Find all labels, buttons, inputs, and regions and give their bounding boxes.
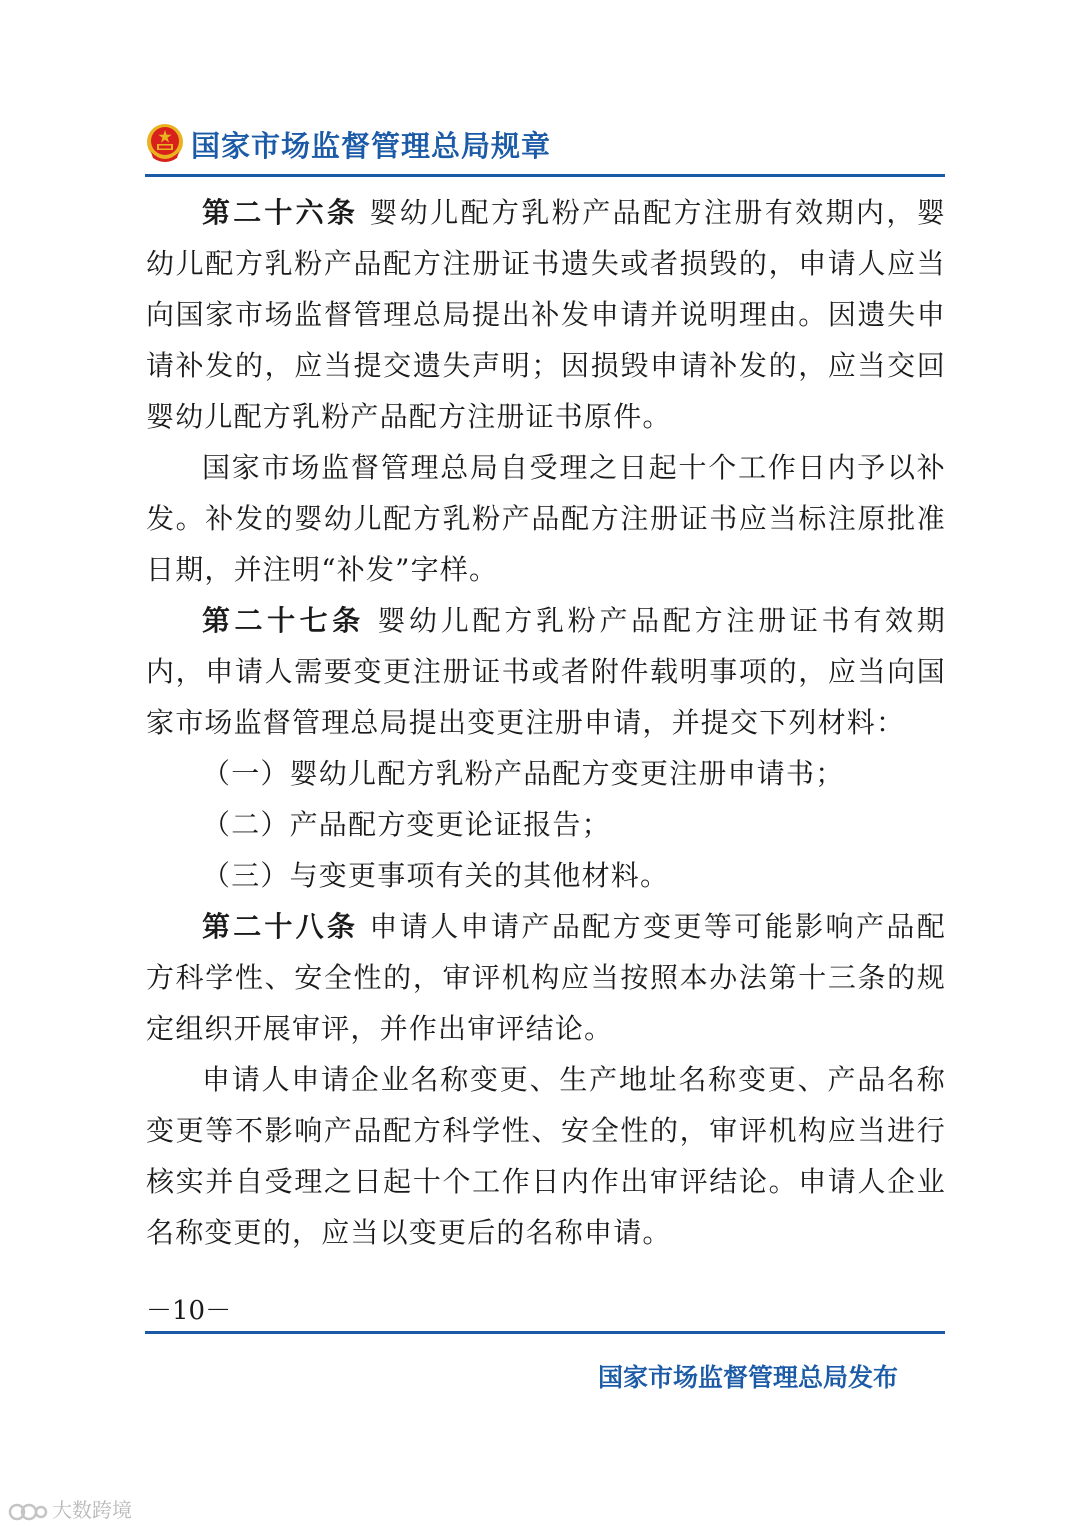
- footer-divider: [145, 1331, 945, 1334]
- footer-publisher: 国家市场监督管理总局发布: [598, 1363, 899, 1392]
- paragraph-article-28: [146, 901, 946, 1054]
- paragraph-text: 申请人申请企业名称变更、生产地址名称变更、产品名称变更等不影响产品配方科学性、安全性的，审评机构应当进行核实并自受理之日起十个工作日内作出审评结论。申请人企业名称变更的，应当以变更后的名称申请。: [146, 1063, 946, 1249]
- list-item-text: （一）婴幼儿配方乳粉产品配方变更注册申请书；: [202, 757, 845, 790]
- paragraph: [146, 1054, 946, 1258]
- paragraph-text: 国家市场监督管理总局自受理之日起十个工作日内予以补发。补发的婴幼儿配方乳粉产品配方注册证书应当标注原批准日期，并注明“补发”字样。: [146, 451, 946, 586]
- paragraph-article-27: [146, 595, 946, 748]
- list-item-text: （三）与变更事项有关的其他材料。: [202, 859, 670, 892]
- article-number: 第二十六条: [202, 196, 359, 229]
- national-emblem-icon: [145, 122, 185, 164]
- watermark-logo-icon: [8, 1501, 48, 1523]
- list-item: [146, 799, 946, 850]
- watermark-text: 大数跨境: [52, 1498, 132, 1522]
- watermark: [8, 1494, 132, 1522]
- document-body: [146, 187, 946, 1258]
- list-item: [146, 850, 946, 901]
- paragraph-text: 申请人申请产品配方变更等可能影响产品配方科学性、安全性的，审评机构应当按照本办法第十三条的规定组织开展审评，并作出审评结论。: [146, 910, 946, 1045]
- paragraph-text: 婴幼儿配方乳粉产品配方注册有效期内，婴幼儿配方乳粉产品配方注册证书遗失或者损毁的，申请人应当向国家市场监督管理总局提出补发申请并说明理由。因遗失申请补发的，应当提交遗失声明；因损毁申请补发的，应当交回婴幼儿配方乳粉产品配方注册证书原件。: [146, 196, 946, 433]
- article-number: 第二十七条: [202, 604, 365, 637]
- paragraph: [146, 442, 946, 595]
- list-item: [146, 748, 946, 799]
- page-number: －10－: [146, 1296, 232, 1326]
- article-number: 第二十八条: [202, 910, 359, 943]
- paragraph-text: 婴幼儿配方乳粉产品配方注册证书有效期内，申请人需要变更注册证书或者附件载明事项的，应当向国家市场监督管理总局提出变更注册申请，并提交下列材料：: [146, 604, 946, 739]
- document-header: [145, 120, 945, 176]
- paragraph-article-26: [146, 187, 946, 442]
- header-title: 国家市场监督管理总局规章: [191, 129, 552, 163]
- header-divider: [145, 174, 945, 177]
- list-item-text: （二）产品配方变更论证报告；: [202, 808, 611, 841]
